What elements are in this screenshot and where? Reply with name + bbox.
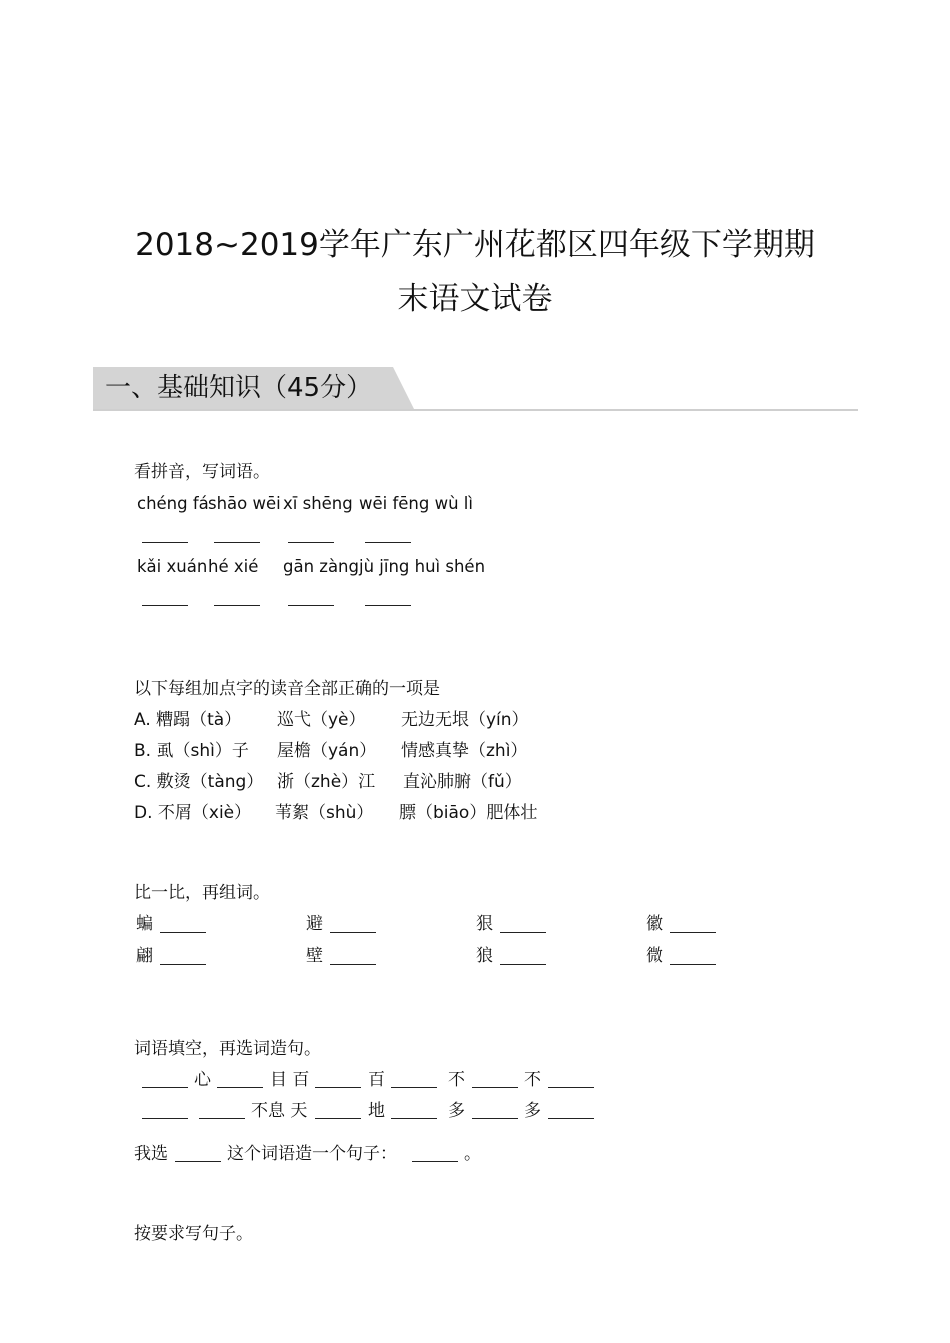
answer-blank[interactable] [472,1118,518,1119]
section-divider [93,409,858,411]
answer-blank[interactable] [365,542,411,543]
answer-blank[interactable] [500,932,546,933]
option-a-part-2: 巡弋（yè） [277,710,366,730]
fill-word-text: 百 [368,1070,385,1090]
section-title: 一、基础知识（45分） [105,373,373,403]
compare-char: 翩 [136,946,153,966]
sentence-prompt-start: 我选 [134,1144,168,1164]
compare-char: 微 [646,946,663,966]
answer-blank[interactable] [175,1161,221,1162]
compare-char: 狠 [476,914,493,934]
question-3-prompt: 比一比，再组词。 [134,883,270,903]
answer-blank[interactable] [288,605,334,606]
answer-blank[interactable] [548,1087,594,1088]
answer-blank[interactable] [142,605,188,606]
answer-blank[interactable] [288,542,334,543]
answer-blank[interactable] [315,1087,361,1088]
fill-word-text: 心 [194,1070,211,1090]
option-c-part-2: 浙（zhè）江 [277,772,376,792]
compare-char: 徽 [646,914,663,934]
pinyin-item: jù jīng huì shén [359,557,486,576]
answer-blank[interactable] [142,542,188,543]
pinyin-item: chéng fá [137,494,209,513]
answer-blank[interactable] [330,932,376,933]
option-b-part-1[interactable]: B. 虱（shì）子 [134,741,249,761]
exam-title-line-1: 2018~2019学年广东广州花都区四年级下学期期 [135,227,815,263]
pinyin-item: shāo wēi [208,494,281,513]
compare-char: 壁 [306,946,323,966]
answer-blank[interactable] [330,964,376,965]
option-d-part-3: 膘（biāo）肥体壮 [399,803,538,823]
option-a-part-3: 无边无垠（yín） [401,710,529,730]
answer-blank[interactable] [217,1087,263,1088]
pinyin-item: wēi fēng wù lì [359,494,473,513]
answer-blank[interactable] [315,1118,361,1119]
fill-word-text: 地 [368,1101,385,1121]
exam-title-line-2: 末语文试卷 [397,281,553,317]
answer-blank[interactable] [670,964,716,965]
answer-blank[interactable] [670,932,716,933]
answer-blank[interactable] [412,1161,458,1162]
question-1-prompt: 看拼音，写词语。 [134,462,270,482]
answer-blank[interactable] [214,605,260,606]
fill-word-text: 不 [524,1070,541,1090]
fill-word-text: 不 [448,1070,465,1090]
fill-word-text: 多 [448,1101,465,1121]
option-c-part-3: 直沁肺腑（fǔ） [403,772,522,792]
answer-blank[interactable] [391,1087,437,1088]
option-c-part-1[interactable]: C. 敷烫（tàng） [134,772,264,792]
option-a-part-1[interactable]: A. 糟蹋（tà） [134,710,242,730]
sentence-prompt-end: 。 [464,1144,481,1164]
question-5-prompt: 按要求写句子。 [134,1224,253,1244]
compare-char: 避 [306,914,323,934]
pinyin-item: hé xié [208,557,259,576]
question-2-prompt: 以下每组加点字的读音全部正确的一项是 [134,679,440,699]
compare-char: 狼 [476,946,493,966]
answer-blank[interactable] [548,1118,594,1119]
answer-blank[interactable] [142,1118,188,1119]
compare-char: 蝙 [136,914,153,934]
answer-blank[interactable] [500,964,546,965]
pinyin-item: kǎi xuán [137,557,208,576]
fill-word-text: 不息 天 [251,1101,308,1121]
answer-blank[interactable] [391,1118,437,1119]
option-b-part-3: 情感真挚（zhì） [401,741,528,761]
sentence-prompt-middle: 这个词语造一个句子： [227,1144,397,1164]
answer-blank[interactable] [365,605,411,606]
question-4-prompt: 词语填空，再选词造句。 [134,1039,321,1059]
fill-word-text: 多 [524,1101,541,1121]
answer-blank[interactable] [199,1118,245,1119]
option-b-part-2: 屋檐（yán） [277,741,377,761]
answer-blank[interactable] [160,964,206,965]
answer-blank[interactable] [160,932,206,933]
pinyin-item: xī shēng [283,494,353,513]
pinyin-item: gān zàng [283,557,359,576]
answer-blank[interactable] [142,1087,188,1088]
answer-blank[interactable] [214,542,260,543]
fill-word-text: 目 百 [270,1070,310,1090]
answer-blank[interactable] [472,1087,518,1088]
option-d-part-1[interactable]: D. 不屑（xiè） [134,803,252,823]
option-d-part-2: 苇絮（shù） [275,803,374,823]
